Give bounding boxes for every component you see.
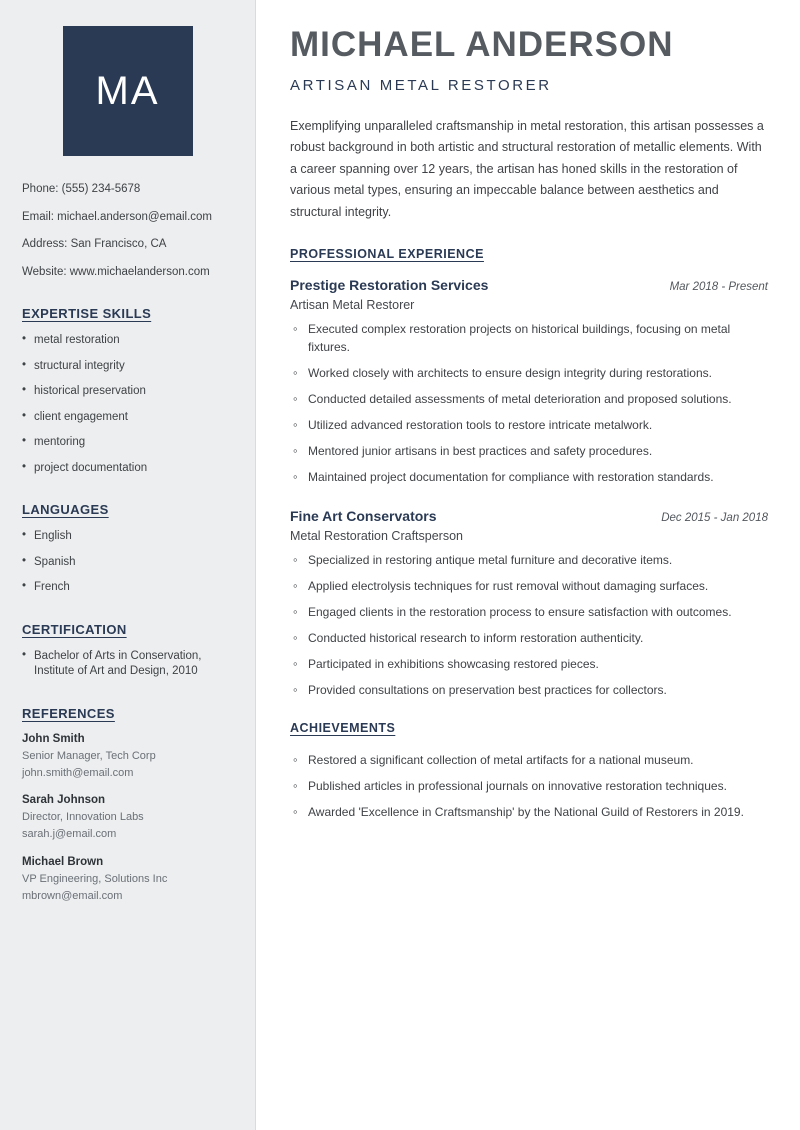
certification-list (22, 649, 233, 680)
list-item: • structural integrity (22, 359, 233, 375)
list-item: ◦ Utilized advanced restoration tools to restore intricate metalwork. (290, 416, 768, 434)
job-dates: Dec 2015 - Jan 2018 (661, 512, 768, 524)
monogram-initials: MA (63, 26, 193, 156)
experience-entry (290, 277, 768, 486)
reference-email: sarah.j@email.com (22, 828, 117, 841)
professional-summary: Exemplifying unparalleled craftsmanship in metal restoration, this artisan possesses a robust background in both artistic and structural restoration of metallic elements. With a career spanning over 12 years, the artisan has honed skills in the restoration of various metal types, ensuring an impeccable balance between aesthetics and structural integrity. (290, 118, 764, 219)
languages-heading: LANGUAGES (22, 502, 109, 518)
list-item: ◦ Participated in exhibitions showcasing restored pieces. (290, 655, 768, 673)
list-item: • historical preservation (22, 384, 233, 400)
contact-address: Address: San Francisco, CA (22, 238, 167, 251)
list-item: ◦ Published articles in professional journals on innovative restoration techniques. (290, 777, 768, 795)
list-item: • metal restoration (22, 333, 233, 349)
list-item: • Bachelor of Arts in Conservation, Institute of Art and Design, 2010 (22, 649, 233, 680)
list-item: ◦ Restored a significant collection of metal artifacts for a national museum. (290, 751, 768, 769)
monogram-container (22, 26, 233, 156)
reference-item (22, 733, 233, 781)
achievements-heading: ACHIEVEMENTS (290, 721, 396, 735)
reference-name: John Smith (22, 732, 85, 745)
list-item: • Spanish (22, 555, 233, 571)
list-item: ◦ Provided consultations on preservation best practices for collectors. (290, 681, 768, 699)
job-bullets (290, 551, 768, 699)
list-item: ◦ Worked closely with architects to ensure design integrity during restorations. (290, 364, 768, 382)
list-item: ◦ Specialized in restoring antique metal furniture and decorative items. (290, 551, 768, 569)
list-item: • project documentation (22, 461, 233, 477)
job-bullets (290, 320, 768, 486)
reference-email: john.smith@email.com (22, 766, 134, 779)
page-title: MICHAEL ANDERSON (290, 25, 674, 64)
list-item: ◦ Maintained project documentation for compliance with restoration standards. (290, 468, 768, 486)
skills-list (22, 333, 233, 476)
reference-role: VP Engineering, Solutions Inc (22, 873, 168, 886)
reference-role: Director, Innovation Labs (22, 811, 144, 824)
job-header (290, 277, 768, 293)
contact-phone: Phone: (555) 234-5678 (22, 183, 141, 195)
reference-email: mbrown@email.com (22, 889, 123, 902)
job-title: Metal Restoration Craftsperson (290, 529, 463, 543)
list-item: ◦ Executed complex restoration projects on historical buildings, focusing on metal fixtures. (290, 320, 768, 356)
job-title: Artisan Metal Restorer (290, 298, 415, 312)
list-item: ◦ Conducted historical research to inform restoration authenticity. (290, 629, 768, 647)
references-heading: REFERENCES (22, 705, 115, 721)
list-item: ◦ Conducted detailed assessments of metal deterioration and proposed solutions. (290, 390, 768, 408)
list-item: ◦ Mentored junior artisans in best practices and safety procedures. (290, 442, 768, 460)
languages-list (22, 529, 233, 596)
list-item: ◦ Engaged clients in the restoration process to ensure satisfaction with outcomes. (290, 603, 768, 621)
skills-heading: EXPERTISE SKILLS (22, 306, 152, 322)
experience-heading: PROFESSIONAL EXPERIENCE (290, 247, 484, 261)
job-header (290, 508, 768, 524)
contact-website: Website: www.michaelanderson.com (22, 265, 210, 278)
list-item: ◦ Applied electrolysis techniques for rust removal without damaging surfaces. (290, 577, 768, 595)
main-content (256, 0, 800, 1130)
contact-info (22, 182, 233, 280)
contact-email: Email: michael.anderson@email.com (22, 210, 212, 223)
reference-role: Senior Manager, Tech Corp (22, 749, 156, 762)
reference-name: Michael Brown (22, 856, 104, 869)
list-item: • French (22, 580, 233, 596)
job-role-subtitle: ARTISAN METAL RESTORER (290, 76, 552, 94)
sidebar (0, 0, 256, 1130)
job-company: Fine Art Conservators (290, 508, 437, 524)
reference-item (22, 794, 233, 842)
achievements-list (290, 751, 768, 821)
job-company: Prestige Restoration Services (290, 277, 489, 293)
list-item: • English (22, 529, 233, 545)
list-item: • mentoring (22, 435, 233, 451)
job-dates: Mar 2018 - Present (669, 281, 768, 293)
certification-heading: CERTIFICATION (22, 621, 127, 637)
reference-name: Sarah Johnson (22, 794, 106, 807)
list-item: ◦ Awarded 'Excellence in Craftsmanship' by the National Guild of Restorers in 2019. (290, 803, 768, 821)
reference-item (22, 856, 233, 904)
list-item: • client engagement (22, 410, 233, 426)
experience-entry (290, 508, 768, 699)
